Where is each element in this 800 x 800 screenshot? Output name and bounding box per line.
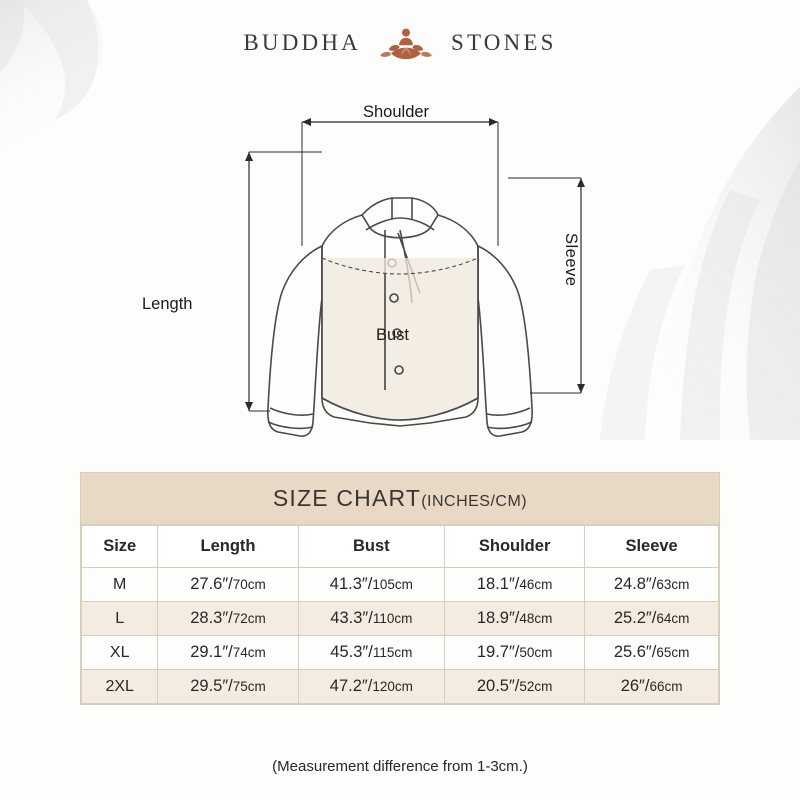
cell-length (158, 670, 298, 704)
diagram-label-sleeve: Sleeve (562, 233, 580, 287)
cell-bust (298, 602, 445, 636)
diagram-label-length: Length (142, 295, 193, 313)
value-inches: 29.5″/ (190, 677, 233, 695)
value-cm: 52cm (519, 679, 553, 694)
cell-bust (298, 670, 445, 704)
size-chart-title-main: SIZE CHART (272, 485, 422, 511)
column-header-length: Length (158, 526, 298, 568)
table-row (82, 602, 719, 636)
table-row (82, 568, 719, 602)
value-cm: 65cm (656, 645, 690, 660)
cell-size: 2XL (82, 670, 158, 704)
brand-name-left: BUDDHA (243, 30, 361, 55)
cell-bust (298, 636, 445, 670)
diagram-label-shoulder: Shoulder (363, 103, 430, 121)
cell-size: XL (82, 636, 158, 670)
value-cm: 63cm (656, 577, 690, 592)
value-cm: 46cm (519, 577, 553, 592)
cell-sleeve (585, 568, 719, 602)
table-header-row (82, 526, 719, 568)
value-cm: 70cm (232, 577, 266, 592)
cell-length (158, 636, 298, 670)
value-inches: 45.3″/ (330, 643, 373, 661)
value-inches: 47.2″/ (329, 677, 373, 695)
cell-shoulder (445, 670, 585, 704)
garment-measurement-diagram (0, 78, 800, 468)
value-cm: 75cm (232, 679, 266, 694)
cell-size: M (82, 568, 158, 602)
column-header-bust: Bust (298, 526, 445, 568)
value-inches: 27.6″/ (190, 575, 233, 593)
value-cm: 115cm (372, 645, 413, 660)
value-cm: 110cm (372, 611, 413, 626)
cell-size: L (82, 602, 158, 636)
value-inches: 26″/ (620, 677, 650, 695)
value-inches: 29.1″/ (190, 643, 233, 661)
cell-length (158, 568, 298, 602)
value-inches: 41.3″/ (329, 575, 373, 593)
column-header-size: Size (82, 526, 158, 568)
value-cm: 74cm (232, 645, 266, 660)
column-header-shoulder: Shoulder (445, 526, 585, 568)
value-inches: 24.8″/ (613, 575, 657, 593)
value-cm: 66cm (649, 679, 683, 694)
size-chart (80, 472, 720, 705)
cell-bust (298, 568, 445, 602)
value-inches: 28.3″/ (190, 609, 233, 627)
cell-shoulder (445, 568, 585, 602)
value-cm: 50cm (519, 645, 553, 660)
size-table (81, 525, 719, 704)
value-inches: 25.6″/ (613, 643, 657, 661)
value-inches: 18.1″/ (476, 575, 520, 593)
table-row (82, 670, 719, 704)
value-inches: 25.2″/ (613, 609, 657, 627)
value-cm: 72cm (232, 611, 266, 626)
table-row (82, 636, 719, 670)
value-inches: 43.3″/ (330, 609, 373, 627)
value-cm: 48cm (519, 611, 553, 626)
shirt-line-drawing (0, 78, 800, 468)
value-cm: 120cm (372, 679, 413, 694)
size-chart-title-units: (INCHES/CM) (421, 493, 528, 510)
cell-sleeve (585, 602, 719, 636)
lotus-meditation-icon (377, 20, 435, 66)
diagram-label-bust: Bust (376, 326, 410, 344)
value-inches: 20.5″/ (476, 677, 520, 695)
brand-header (0, 20, 800, 66)
cell-length (158, 602, 298, 636)
value-inches: 19.7″/ (476, 643, 520, 661)
column-header-sleeve: Sleeve (585, 526, 719, 568)
brand-name-right: STONES (450, 30, 557, 55)
value-cm: 105cm (372, 577, 413, 592)
size-chart-title (81, 473, 719, 525)
value-inches: 18.9″/ (476, 609, 520, 627)
value-cm: 64cm (656, 611, 690, 626)
cell-sleeve (585, 636, 719, 670)
cell-sleeve (585, 670, 719, 704)
measurement-footnote: (Measurement difference from 1-3cm.) (272, 758, 528, 775)
cell-shoulder (445, 602, 585, 636)
cell-shoulder (445, 636, 585, 670)
